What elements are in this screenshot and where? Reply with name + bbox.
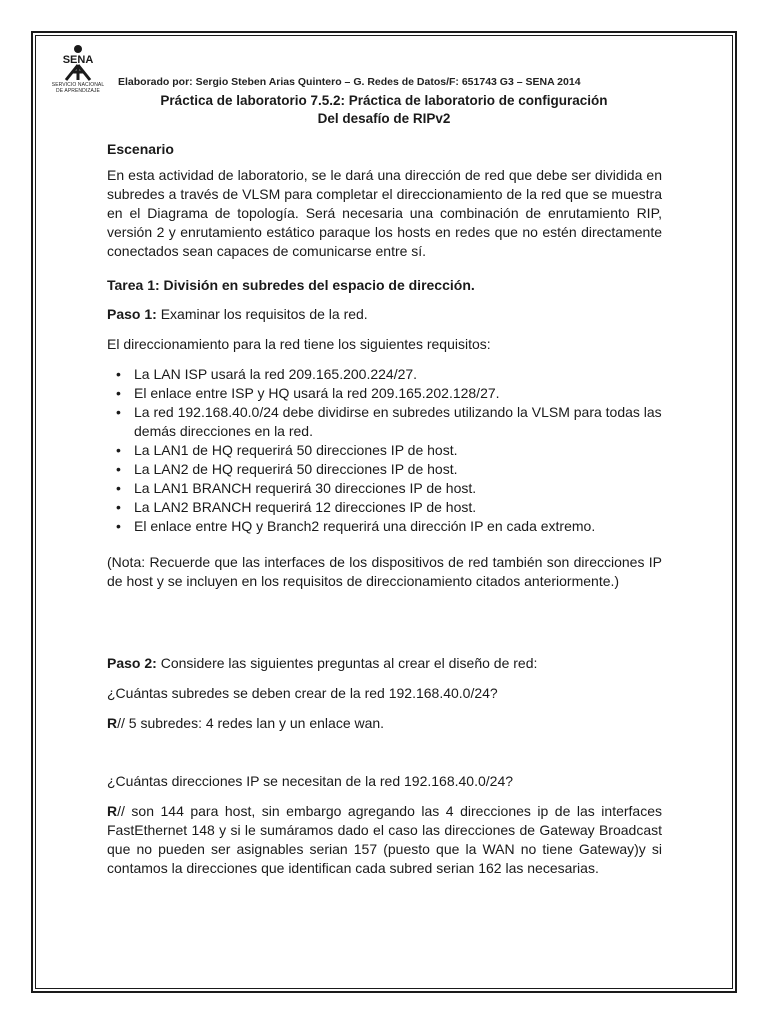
sena-logo <box>50 44 106 100</box>
list-item: • La red 192.168.40.0/24 debe dividirse en subredes utilizando la VLSM para todas las demás direcciones en la red. <box>107 403 662 441</box>
question-1-text: ¿Cuántas subredes se deben crear de la red 192.168.40.0/24? <box>107 685 498 701</box>
requirements-intro-text: El direccionamiento para la red tiene los siguientes requisitos: <box>107 336 491 352</box>
step1-text: Examinar los requisitos de la red. <box>156 306 368 322</box>
scenario-heading <box>107 140 662 159</box>
logo-caption-2: DE APRENDIZAJE <box>56 88 100 94</box>
question-1 <box>107 684 662 703</box>
question-2-text: ¿Cuántas direcciones IP se necesitan de la red 192.168.40.0/24? <box>107 773 514 789</box>
step2 <box>107 654 662 673</box>
answer-1-prefix: R <box>107 715 118 731</box>
sena-logo-icon <box>58 44 98 82</box>
logo-caption-1: SERVICIO NACIONAL <box>51 82 105 88</box>
answer-2-text: // son 144 para host, sin embargo agregando las 4 direcciones ip de las interfaces FastEthernet 148 y si le sumáramos dado el caso las direcciones de Gateway Broadcast que no pueden ser asignables serian 157 (puesto que la WAN no tiene Gateway)y si contamos la direcciones que identifican cada subred serian 162 las necesarias. <box>107 803 662 876</box>
scenario-heading-text: Escenario <box>107 141 174 157</box>
scenario-section <box>107 166 662 261</box>
note-section <box>107 553 662 591</box>
list-item: • La LAN1 BRANCH requerirá 30 direcciones IP de host. <box>107 479 662 498</box>
answer-2-prefix: R <box>107 803 118 819</box>
list-item: • La LAN2 de HQ requerirá 50 direcciones IP de host. <box>107 460 662 479</box>
requirements-intro <box>107 335 662 354</box>
step1 <box>107 305 662 324</box>
list-item: • La LAN1 de HQ requerirá 50 direcciones IP de host. <box>107 441 662 460</box>
page-title-line1: Práctica de laboratorio 7.5.2: Práctica de laboratorio de configuración <box>160 93 608 108</box>
list-item: • El enlace entre HQ y Branch2 requerirá una dirección IP en cada extremo. <box>107 517 662 536</box>
requirements-list <box>107 365 662 536</box>
step2-text: Considere las siguientes preguntas al crear el diseño de red: <box>156 655 538 671</box>
step2-label: Paso 2: <box>107 655 157 671</box>
list-item: • La LAN ISP usará la red 209.165.200.224/27. <box>107 365 662 384</box>
list-item: • La LAN2 BRANCH requerirá 12 direcciones IP de host. <box>107 498 662 517</box>
task1-heading <box>107 276 662 295</box>
answer-1-text: // 5 subredes: 4 redes lan y un enlace wan. <box>117 715 385 731</box>
page-title-line2: Del desafío de RIPv2 <box>317 111 451 126</box>
step1-label: Paso 1: <box>107 306 157 322</box>
note-paragraph: (Nota: Recuerde que las interfaces de los dispositivos de red también son direcciones IP de host y se incluyen en los requisitos de direccionamiento citados anteriormente.) <box>107 554 662 589</box>
list-item: • El enlace entre ISP y HQ usará la red 209.165.202.128/27. <box>107 384 662 403</box>
scenario-paragraph: En esta actividad de laboratorio, se le dará una dirección de red que debe ser dividida en subredes a través de VLSM para completar el direccionamiento de la red que se muestra en el Diagrama de topología. Será necesaria una combinación de enrutamiento RIP, versión 2 y enrutamiento estático paraque los hosts en redes que no estén directamente conectados sean capaces de comunicarse entre sí. <box>107 167 662 259</box>
answer-2 <box>107 802 662 878</box>
task1-heading-text: Tarea 1: División en subredes del espacio de dirección. <box>107 277 475 293</box>
logo-text: SENA <box>62 54 94 66</box>
author-line: Elaborado por: Sergio Steben Arias Quintero – G. Redes de Datos/F: 651743 G3 – SENA 2014 <box>118 76 581 88</box>
question-2 <box>107 772 662 791</box>
answer-1 <box>107 714 662 733</box>
